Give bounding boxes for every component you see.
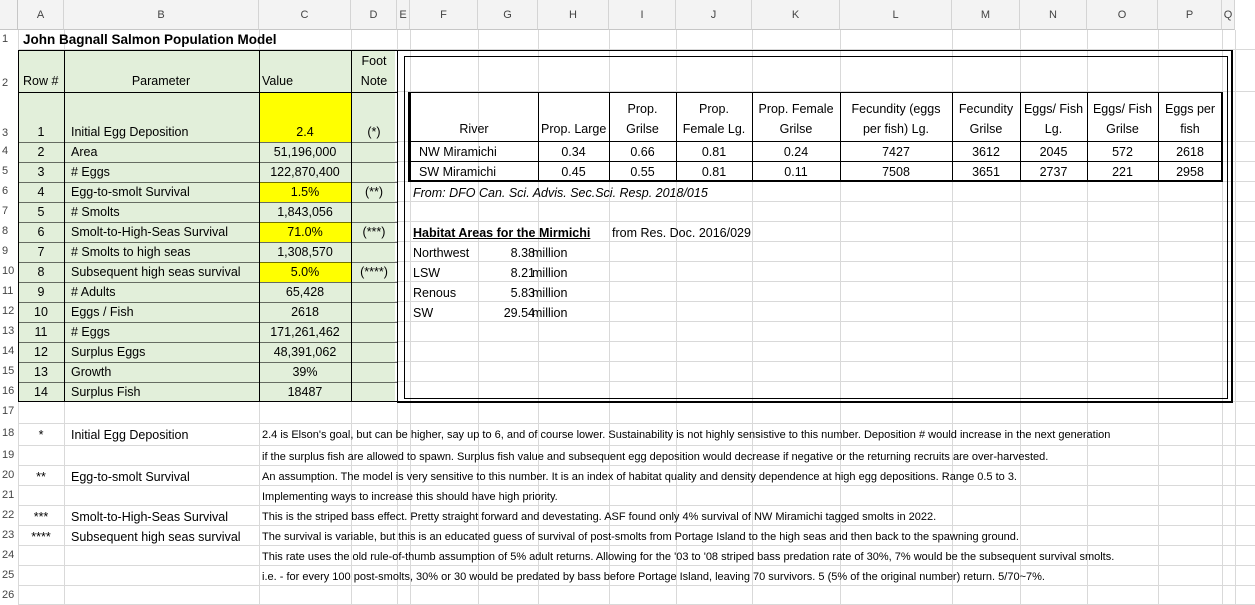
river-value[interactable]: 7427 <box>882 145 910 159</box>
parameter-value[interactable]: 171,261,462 <box>270 325 340 339</box>
border-line <box>259 50 260 402</box>
parameter-value[interactable]: 2.4 <box>259 92 351 142</box>
row-header-8[interactable]: 8 <box>2 225 9 237</box>
border-line <box>1221 92 1223 182</box>
column-header-A[interactable]: A <box>18 0 64 30</box>
row-header-9[interactable]: 9 <box>2 245 9 257</box>
border-line <box>1087 92 1088 182</box>
river-name[interactable]: SW Miramichi <box>419 165 497 179</box>
parameter-value[interactable]: 18487 <box>287 385 323 399</box>
row-number[interactable]: 1 <box>37 125 45 139</box>
footnote-text[interactable]: This rate uses the old rule-of-thumb assumption of 5% adult returns. Allowing for the '03 to '08 striped bass predation rate of 30%, 7% would be the subsequent survival smolts. <box>262 551 1115 563</box>
river-value[interactable]: 0.45 <box>561 165 586 179</box>
habitat-title[interactable]: Habitat Areas for the Mirmichi <box>413 226 591 240</box>
parameter-value[interactable]: 122,870,400 <box>270 165 340 179</box>
foot-note-ref[interactable]: (*) <box>367 125 381 139</box>
border-line <box>404 56 405 399</box>
parameter-name[interactable]: Eggs / Fish <box>71 305 134 319</box>
border-line <box>752 92 753 182</box>
column-header-I[interactable]: I <box>609 0 676 30</box>
river-col-header[interactable]: Prop. <box>627 102 658 116</box>
row-gridline <box>18 445 1255 446</box>
footnote-text[interactable]: Implementing ways to increase this should have high priority. <box>262 491 558 503</box>
parameter-name[interactable]: Egg-to-smolt Survival <box>71 185 190 199</box>
parameter-name[interactable]: Surplus Fish <box>71 385 141 399</box>
footnote-name[interactable]: Initial Egg Deposition <box>71 428 189 442</box>
border-line <box>397 50 398 402</box>
row-header-17[interactable]: 17 <box>2 405 15 417</box>
border-line <box>1231 50 1233 403</box>
column-header-O[interactable]: O <box>1087 0 1158 30</box>
river-value[interactable]: 3612 <box>972 145 1000 159</box>
row-number[interactable]: 8 <box>37 265 45 279</box>
column-header-F[interactable]: F <box>410 0 478 30</box>
row-header-16[interactable]: 16 <box>2 385 15 397</box>
column-header-Q[interactable]: Q <box>1222 0 1235 30</box>
border-line <box>538 92 539 182</box>
border-line <box>64 322 397 323</box>
border-line <box>840 92 841 182</box>
habitat-river[interactable]: Northwest <box>413 246 470 260</box>
header-parameter[interactable]: Parameter <box>131 74 191 88</box>
border-line <box>952 92 953 182</box>
river-col-header[interactable]: Grilse <box>626 122 659 136</box>
row-header-12[interactable]: 12 <box>2 305 15 317</box>
foot-note-ref[interactable]: (****) <box>360 265 388 279</box>
border-line <box>64 50 65 402</box>
parameter-value[interactable]: 2618 <box>291 305 319 319</box>
row-number[interactable]: 14 <box>34 385 48 399</box>
row-header-10[interactable]: 10 <box>2 265 15 277</box>
river-value[interactable]: 7508 <box>882 165 910 179</box>
footnote-text[interactable]: This is the striped bass effect. Pretty straight forward and devestating. ASF found only 4% survival of NW Miramichi tagged smolts in 2022. <box>262 511 937 523</box>
parameter-value[interactable]: 71.0% <box>259 222 351 242</box>
border-line <box>410 92 1222 93</box>
river-col-header[interactable]: Grilse <box>969 122 1003 136</box>
row-number[interactable]: 2 <box>37 145 45 159</box>
river-col-header[interactable]: Prop. <box>699 102 729 116</box>
row-number[interactable]: 7 <box>37 245 45 259</box>
row-header-7[interactable]: 7 <box>2 205 9 217</box>
row-header-1[interactable]: 1 <box>2 33 9 45</box>
row-header-15[interactable]: 15 <box>2 365 15 377</box>
row-number[interactable]: 4 <box>37 185 45 199</box>
footnote-mark[interactable]: *** <box>33 510 49 524</box>
row-number[interactable]: 10 <box>34 305 48 319</box>
border-line <box>18 362 64 363</box>
column-header-G[interactable]: G <box>478 0 538 30</box>
parameter-value[interactable]: 1,308,570 <box>277 245 333 259</box>
column-header-L[interactable]: L <box>840 0 952 30</box>
border-line <box>64 282 397 283</box>
border-line <box>18 222 64 223</box>
border-line <box>351 50 352 402</box>
border-line <box>64 222 397 223</box>
parameter-value[interactable]: 1,843,056 <box>277 205 333 219</box>
border-line <box>64 162 397 163</box>
border-line <box>410 180 1222 182</box>
border-line <box>1158 92 1159 182</box>
footnote-name[interactable]: Egg-to-smolt Survival <box>71 470 190 484</box>
river-source[interactable]: From: DFO Can. Sci. Advis. Sec.Sci. Resp. 2018/015 <box>413 186 708 200</box>
parameter-value[interactable]: 51,196,000 <box>273 145 337 159</box>
parameter-value[interactable]: 5.0% <box>259 262 351 282</box>
column-header-D[interactable]: D <box>351 0 397 30</box>
border-line <box>64 142 397 143</box>
border-line <box>18 92 398 93</box>
river-col-header[interactable]: Eggs per <box>1164 102 1216 116</box>
habitat-unit[interactable]: million <box>532 286 568 300</box>
parameter-name[interactable]: # Eggs <box>71 325 110 339</box>
parameter-name[interactable]: # Eggs <box>71 165 110 179</box>
row-header-2[interactable]: 2 <box>2 77 9 89</box>
foot-note-ref[interactable]: (**) <box>364 185 384 199</box>
row-gridline <box>18 423 1255 424</box>
border-line <box>408 92 410 182</box>
river-col-header[interactable]: Fecundity (eggs <box>851 102 941 116</box>
river-col-header[interactable]: River <box>459 122 489 136</box>
river-value[interactable]: 0.81 <box>701 165 727 179</box>
border-line <box>64 202 397 203</box>
row-header-24[interactable]: 24 <box>2 549 15 561</box>
border-line <box>397 50 1233 51</box>
river-col-header[interactable]: Female Lg. <box>682 122 746 136</box>
parameter-name[interactable]: Smolt-to-High-Seas Survival <box>71 225 228 239</box>
river-col-header[interactable]: Fecundity <box>958 102 1014 116</box>
parameter-name[interactable]: Surplus Eggs <box>71 345 146 359</box>
river-col-header[interactable]: per fish) Lg. <box>862 122 929 136</box>
footnote-name[interactable]: Smolt-to-High-Seas Survival <box>71 510 228 524</box>
border-line <box>397 401 1233 403</box>
column-header-N[interactable]: N <box>1020 0 1087 30</box>
border-line <box>18 202 64 203</box>
habitat-source[interactable]: from Res. Doc. 2016/029 <box>612 226 751 240</box>
footnote-mark[interactable]: * <box>38 428 44 442</box>
habitat-value[interactable]: 29.54 <box>503 306 535 320</box>
river-col-header[interactable]: Eggs/ Fish <box>1023 102 1084 116</box>
header-foot[interactable]: Foot <box>361 54 387 68</box>
river-col-header[interactable]: Prop. Large <box>541 122 607 136</box>
border-line <box>64 362 397 363</box>
border-line <box>64 242 397 243</box>
row-number[interactable]: 13 <box>34 365 48 379</box>
border-line <box>410 161 1222 162</box>
river-col-header[interactable]: Grilse <box>1106 122 1139 136</box>
column-header-K[interactable]: K <box>752 0 840 30</box>
river-value[interactable]: 572 <box>1112 145 1133 159</box>
column-header-P[interactable]: P <box>1158 0 1222 30</box>
border-line <box>410 141 1222 142</box>
river-col-header[interactable]: Prop. Female <box>758 102 834 116</box>
river-value[interactable]: 0.11 <box>784 165 808 179</box>
border-line <box>676 92 677 182</box>
parameter-name[interactable]: # Smolts <box>71 205 120 219</box>
border-line <box>64 342 397 343</box>
border-line <box>64 262 397 263</box>
border-line <box>404 398 1227 399</box>
row-number[interactable]: 12 <box>34 345 48 359</box>
footnote-mark[interactable]: ** <box>36 470 46 484</box>
border-line <box>18 142 64 143</box>
footnote-text[interactable]: An assumption. The model is very sensitive to this number. It is an index of habitat quality and density dependence at high egg depositions. Range 0.5 to 3. <box>262 471 1017 483</box>
habitat-value[interactable]: 8.21 <box>510 266 535 280</box>
row-header-26[interactable]: 26 <box>2 589 15 601</box>
river-value[interactable]: 0.81 <box>701 145 727 159</box>
border-line <box>18 342 64 343</box>
row-header-23[interactable]: 23 <box>2 529 15 541</box>
river-value[interactable]: 2618 <box>1176 145 1204 159</box>
header-note[interactable]: Note <box>360 74 388 88</box>
border-line <box>404 56 1227 57</box>
border-line <box>18 162 64 163</box>
habitat-unit[interactable]: million <box>532 266 568 280</box>
column-header-M[interactable]: M <box>952 0 1020 30</box>
row-header-19[interactable]: 19 <box>2 449 15 461</box>
river-value[interactable]: 221 <box>1112 165 1133 179</box>
border-line <box>18 262 64 263</box>
parameter-name[interactable]: # Adults <box>71 285 116 299</box>
river-col-header[interactable]: Grilse <box>779 122 813 136</box>
habitat-river[interactable]: SW <box>413 306 434 320</box>
row-gridline <box>18 505 1255 506</box>
river-value[interactable]: 0.24 <box>783 145 809 159</box>
footnote-text[interactable]: 2.4 is Elson's goal, but can be higher, say up to 6, and of course lower. Sustainability is not highly sensistive to this number. Deposition # would increase in the next generation <box>262 429 1111 441</box>
border-line <box>18 302 64 303</box>
river-name[interactable]: NW Miramichi <box>419 145 497 159</box>
border-line <box>18 401 398 402</box>
border-line <box>1227 56 1228 399</box>
river-value[interactable]: 0.55 <box>630 165 655 179</box>
habitat-unit[interactable]: million <box>532 306 568 320</box>
border-line <box>609 92 610 182</box>
river-value[interactable]: 0.34 <box>561 145 586 159</box>
border-line <box>64 302 397 303</box>
row-number[interactable]: 5 <box>37 205 45 219</box>
river-col-header[interactable]: Eggs/ Fish <box>1092 102 1153 116</box>
habitat-value[interactable]: 5.83 <box>510 286 535 300</box>
column-header-J[interactable]: J <box>676 0 752 30</box>
row-header-6[interactable]: 6 <box>2 185 9 197</box>
model-title[interactable]: John Bagnall Salmon Population Model <box>23 32 277 47</box>
border-line <box>1020 92 1021 182</box>
river-col-header[interactable]: Lg. <box>1044 122 1063 136</box>
border-line <box>18 322 64 323</box>
row-header-14[interactable]: 14 <box>2 345 15 357</box>
footnote-name[interactable]: Subsequent high seas survival <box>71 530 241 544</box>
footnote-text[interactable]: The survival is variable, but this is an educated guess of survival of post-smolts from Portage Island to the high seas and then back to the spawning ground. <box>262 531 1019 543</box>
habitat-unit[interactable]: million <box>532 246 568 260</box>
row-header-18[interactable]: 18 <box>2 427 15 439</box>
parameter-value[interactable]: 65,428 <box>285 285 325 299</box>
parameter-name[interactable]: Initial Egg Deposition <box>71 125 189 139</box>
row-header-3[interactable]: 3 <box>2 127 9 139</box>
foot-note-ref[interactable]: (***) <box>362 225 386 239</box>
footnote-text[interactable]: i.e. - for every 100 post-smolts, 30% or 30 would be predated by bass before Portage Island, leaving 70 survivors. 5 (5% of the original number) return. 5/70~7%. <box>262 571 1045 583</box>
row-header-20[interactable]: 20 <box>2 469 15 481</box>
footnote-text[interactable]: if the surplus fish are allowed to spawn. Surplus fish value and subsequent egg deposition would decrease if negative or the returning recruits are over-harvested. <box>262 451 1049 463</box>
river-value[interactable]: 0.66 <box>630 145 655 159</box>
border-line <box>18 50 19 402</box>
border-line <box>18 242 64 243</box>
row-header-5[interactable]: 5 <box>2 165 9 177</box>
border-line <box>64 382 397 383</box>
row-number[interactable]: 9 <box>37 285 45 299</box>
row-header-22[interactable]: 22 <box>2 509 15 521</box>
parameter-value[interactable]: 1.5% <box>259 182 351 202</box>
river-value[interactable]: 3651 <box>972 165 1000 179</box>
habitat-river[interactable]: LSW <box>413 266 441 280</box>
row-number[interactable]: 6 <box>37 225 45 239</box>
border-line <box>410 92 411 182</box>
parameter-name[interactable]: # Smolts to high seas <box>71 245 191 259</box>
row-header-11[interactable]: 11 <box>2 285 14 297</box>
border-line <box>18 382 64 383</box>
row-header-25[interactable]: 25 <box>2 569 15 581</box>
column-header-E[interactable]: E <box>397 0 410 30</box>
river-value[interactable]: 2045 <box>1039 145 1068 159</box>
border-line <box>18 182 64 183</box>
row-header-4[interactable]: 4 <box>2 145 9 157</box>
column-header-H[interactable]: H <box>538 0 609 30</box>
column-header-B[interactable]: B <box>64 0 259 30</box>
col-gridline <box>1235 30 1236 605</box>
border-line <box>64 182 397 183</box>
header-row-num[interactable]: Row # <box>23 74 59 88</box>
habitat-value[interactable]: 8.38 <box>510 246 535 260</box>
parameter-name[interactable]: Subsequent high seas survival <box>71 265 241 279</box>
header-value[interactable]: Value <box>262 74 294 88</box>
border-line <box>18 50 398 51</box>
parameter-value[interactable]: 39% <box>292 365 318 379</box>
habitat-river[interactable]: Renous <box>413 286 457 300</box>
row-number[interactable]: 11 <box>34 325 48 339</box>
row-header-21[interactable]: 21 <box>2 489 15 501</box>
row-header-13[interactable]: 13 <box>2 325 15 337</box>
river-value[interactable]: 2958 <box>1176 165 1204 179</box>
footnote-mark[interactable]: **** <box>31 530 51 544</box>
border-line <box>18 282 64 283</box>
river-col-header[interactable]: fish <box>1180 122 1200 136</box>
select-all-corner[interactable] <box>0 0 18 30</box>
parameter-value[interactable]: 48,391,062 <box>273 345 337 359</box>
parameter-name[interactable]: Area <box>71 145 98 159</box>
parameter-name[interactable]: Growth <box>71 365 112 379</box>
column-header-C[interactable]: C <box>259 0 351 30</box>
row-number[interactable]: 3 <box>37 165 45 179</box>
river-value[interactable]: 2737 <box>1039 165 1068 179</box>
